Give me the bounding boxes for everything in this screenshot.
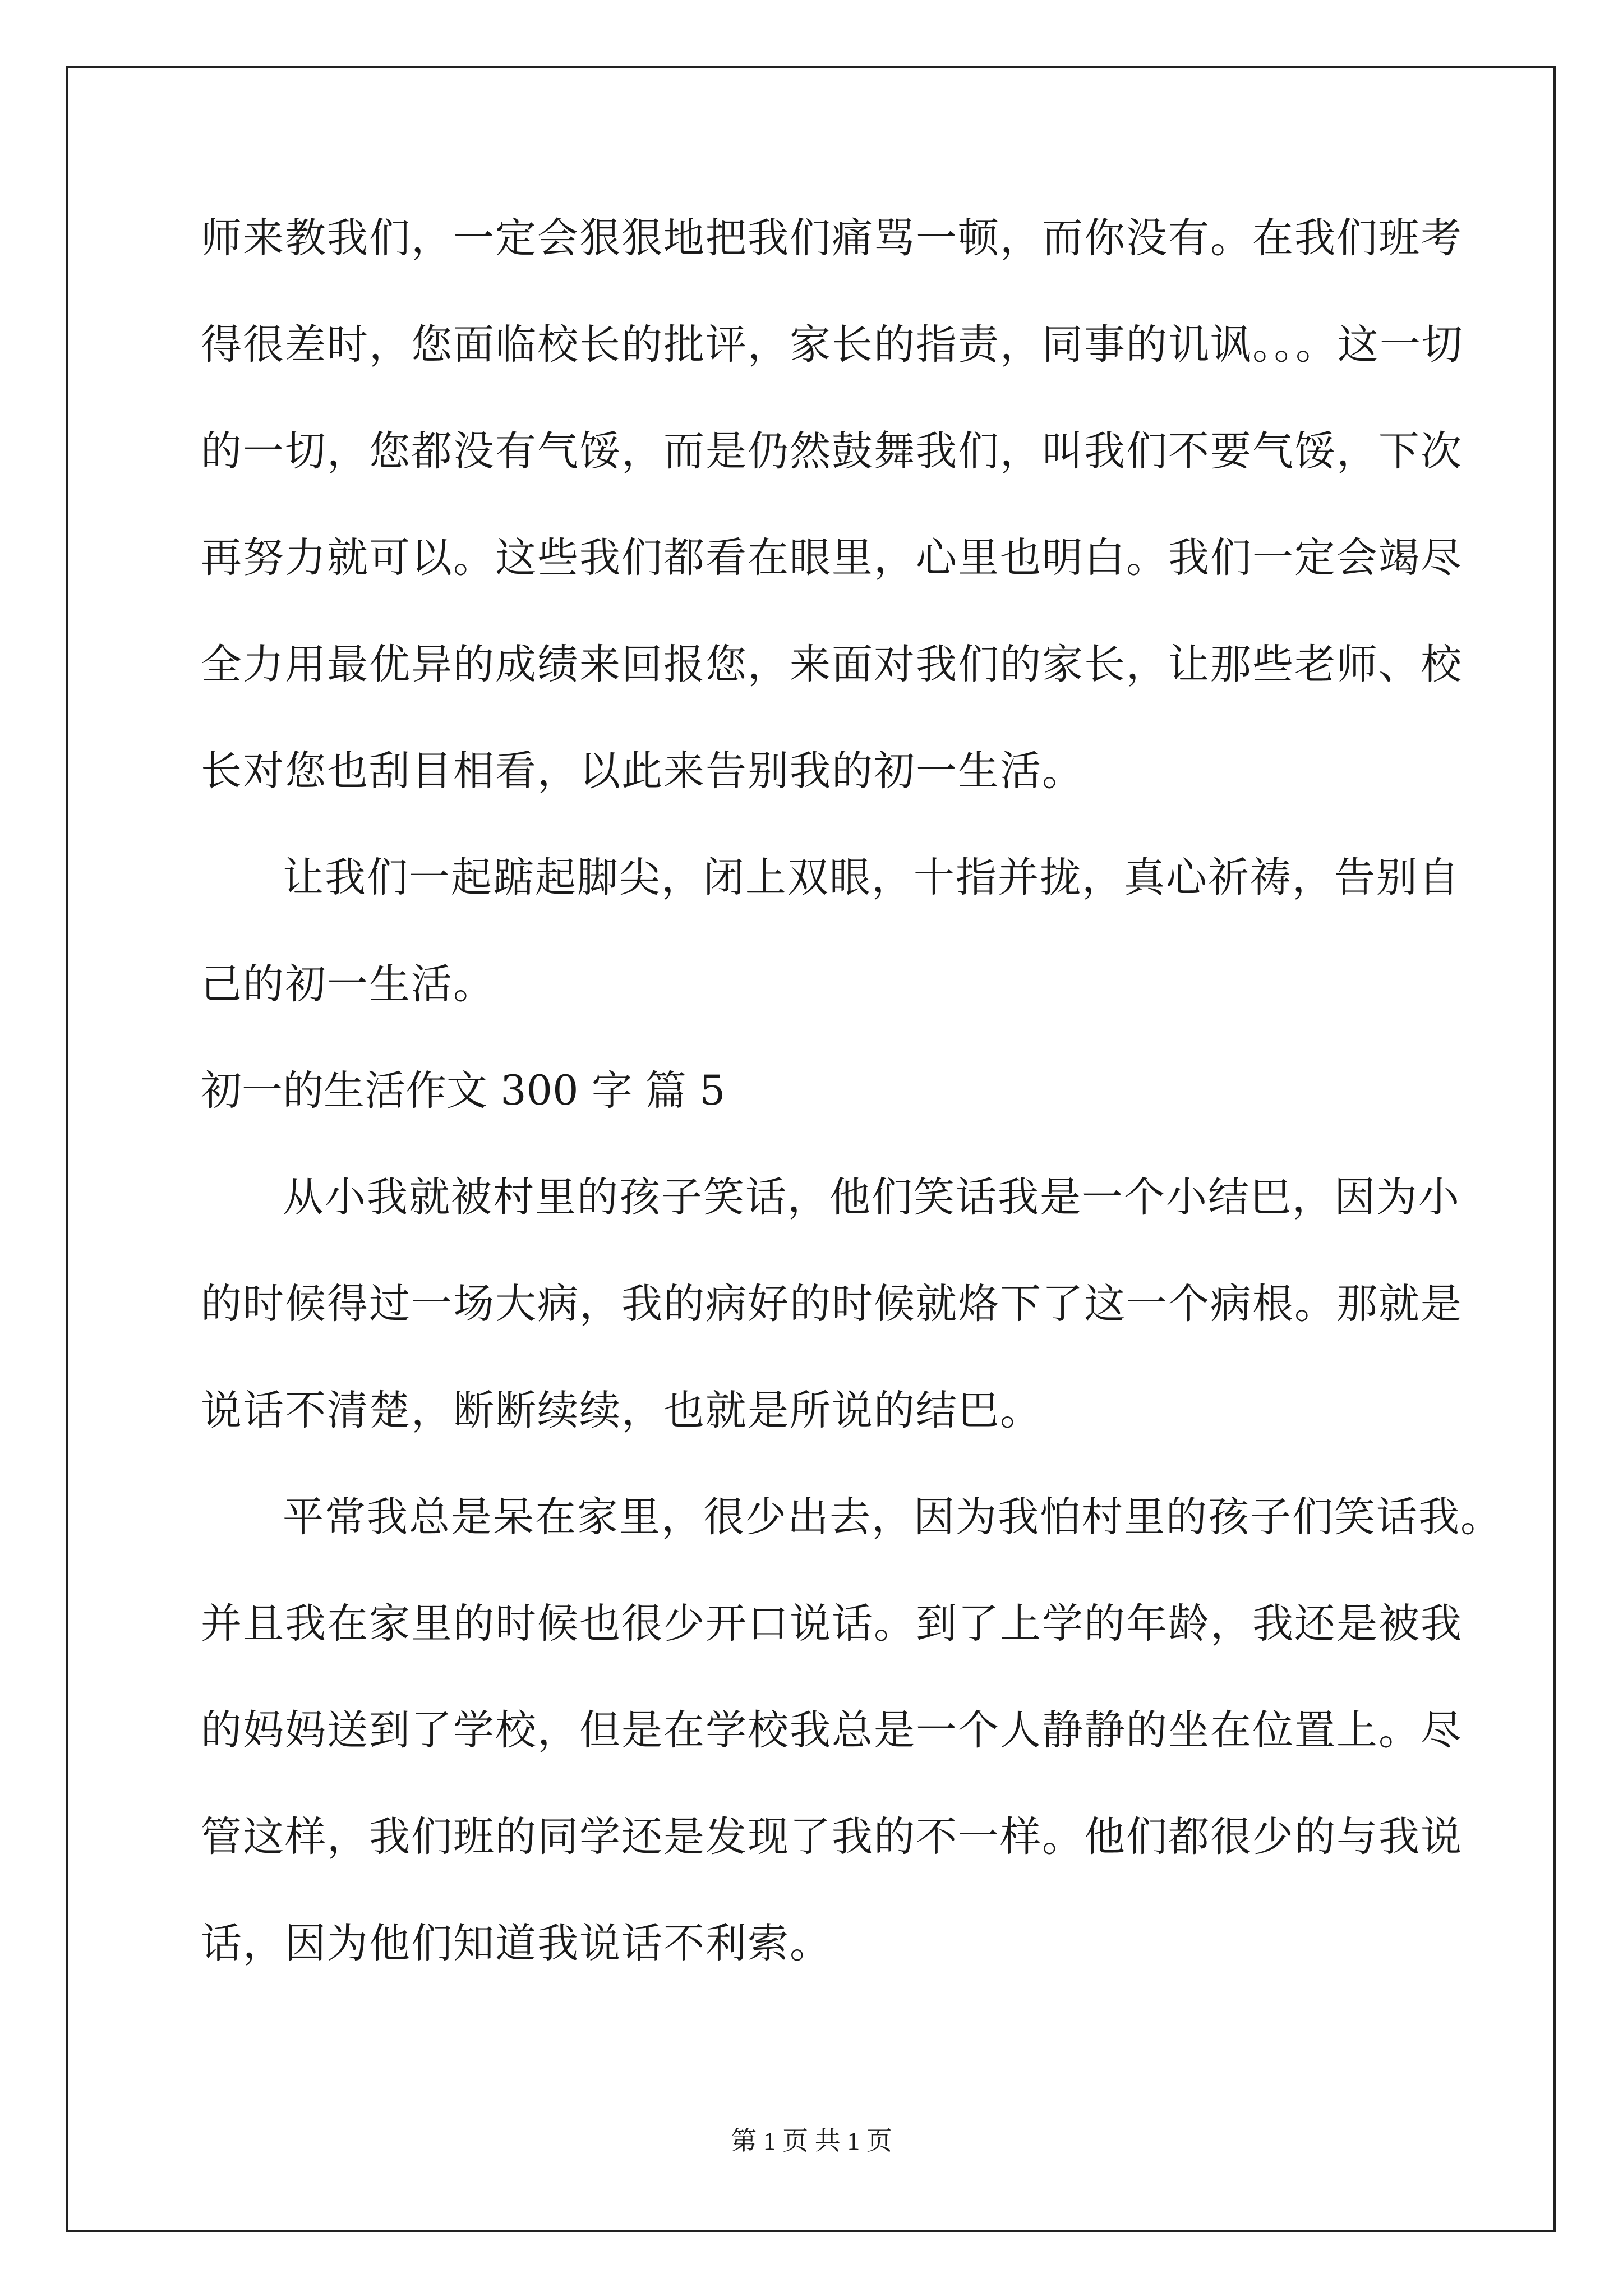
text-line: 己的初一生活。 [201, 960, 495, 1008]
text-line: 并且我在家里的时候也很少开口说话。到了上学的年龄，我还是被我 [201, 1600, 1463, 1648]
text-line: 师来教我们，一定会狠狠地把我们痛骂一顿，而你没有。在我们班考 [201, 214, 1463, 262]
text-line: 平常我总是呆在家里，很少出去，因为我怕村里的孩子们笑话我。 [283, 1493, 1502, 1541]
text-line: 话，因为他们知道我说话不利索。 [201, 1920, 832, 1967]
text-line: 得很差时，您面临校长的批评，家长的指责，同事的讥讽。。。这一切 [201, 321, 1464, 369]
text-line: 的妈妈送到了学校，但是在学校我总是一个人静静的坐在位置上。尽 [201, 1706, 1463, 1754]
text-line: 从小我就被村里的孩子笑话，他们笑话我是一个小结巴，因为小 [283, 1174, 1460, 1221]
text-line: 管这样，我们班的同学还是发现了我的不一样。他们都很少的与我说 [201, 1813, 1463, 1861]
text-line: 说话不清楚，断断续续，也就是所说的结巴。 [201, 1387, 1042, 1434]
text-line: 再努力就可以。这些我们都看在眼里，心里也明白。我们一定会竭尽 [201, 534, 1463, 582]
document-body [201, 185, 1502, 1997]
page-footer: 第 1 页 共 1 页 [731, 2127, 892, 2155]
text-line: 的时候得过一场大病，我的病好的时候就烙下了这一个病根。那就是 [201, 1280, 1463, 1328]
text-line: 全力用最优异的成绩来回报您，来面对我们的家长，让那些老师、校 [201, 641, 1463, 688]
text-line: 的一切，您都没有气馁，而是仍然鼓舞我们，叫我们不要气馁，下次 [201, 427, 1463, 475]
text-line: 长对您也刮目相看，以此来告别我的初一生活。 [201, 747, 1084, 795]
text-line: 让我们一起踮起脚尖，闭上双眼，十指并拢，真心祈祷，告别自 [283, 854, 1460, 901]
section-heading: 初一的生活作文 300 字 篇 5 [201, 1067, 726, 1115]
